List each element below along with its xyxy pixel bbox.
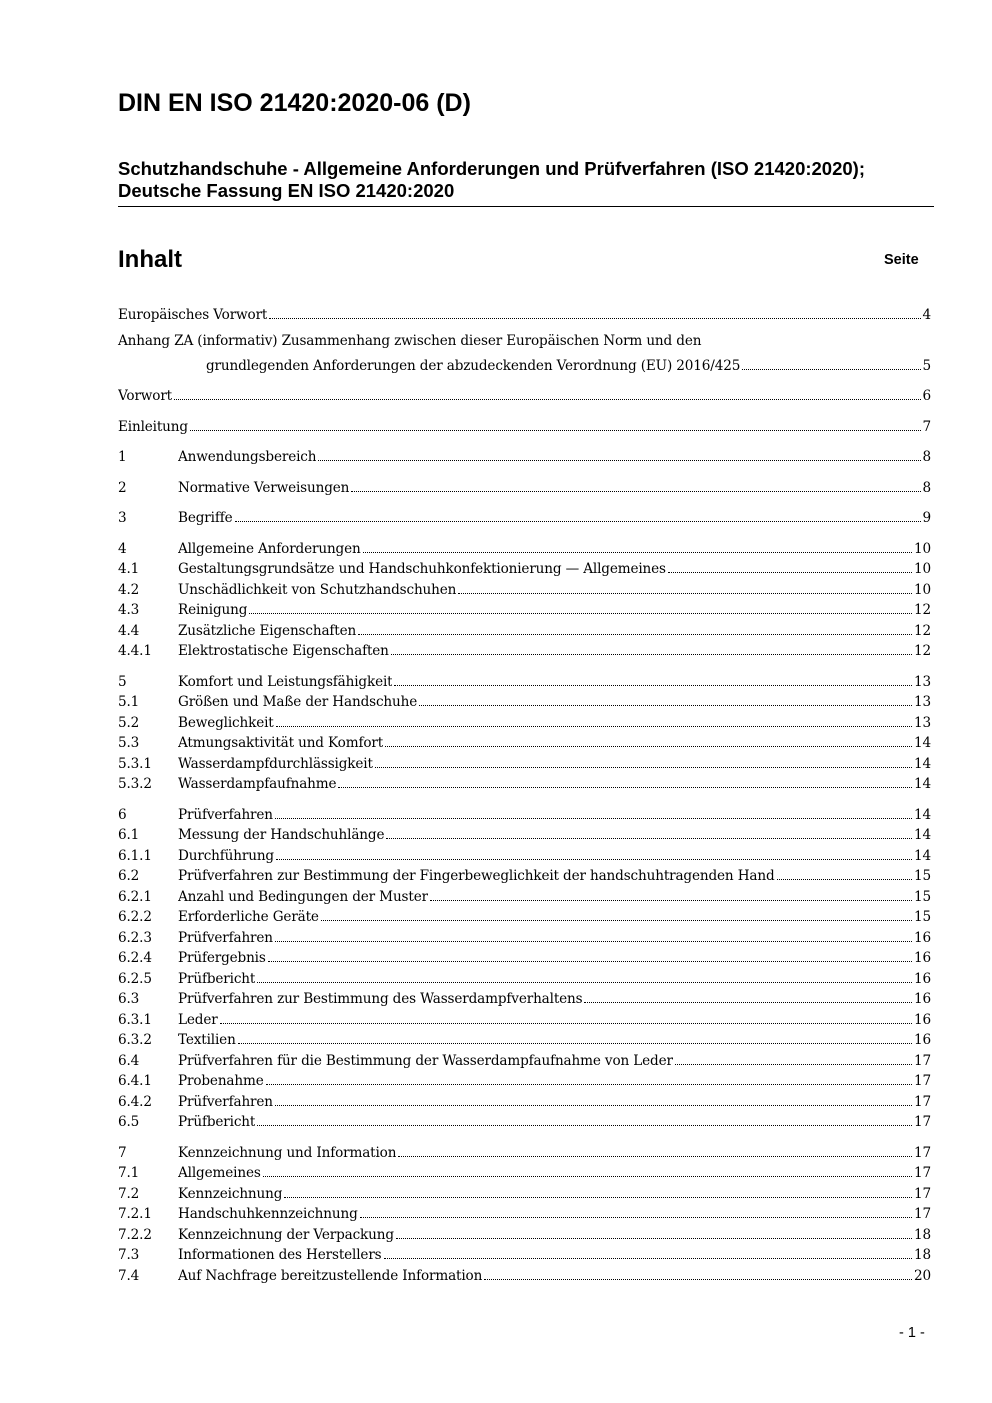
page-indicator: - 1 - <box>899 1325 925 1341</box>
toc-entry-page: 15 <box>914 868 931 884</box>
toc-entry-number: 6.2.2 <box>118 909 152 925</box>
toc-entry-number: 6.5 <box>118 1114 140 1130</box>
toc-entry[interactable] <box>118 690 931 711</box>
toc-entry-number: 7 <box>118 1144 127 1161</box>
toc-entry-title: Gestaltungsgrundsätze und Handschuhkonfektionierung — Allgemeines <box>178 561 666 577</box>
toc-entry-number: 6.2 <box>118 868 140 884</box>
toc-entry-page: 16 <box>914 929 931 946</box>
toc-entry[interactable] <box>118 1028 931 1049</box>
toc-entry[interactable] <box>118 618 931 639</box>
dot-leader <box>257 982 912 983</box>
toc-entry-page: 14 <box>914 847 931 864</box>
toc-entry-page: 7 <box>922 418 931 435</box>
toc-entry[interactable] <box>118 1007 931 1028</box>
dot-leader <box>419 705 912 706</box>
toc-entry-number: 6.2.1 <box>118 888 152 905</box>
toc-entry[interactable] <box>118 445 931 466</box>
document-subtitle <box>118 158 934 207</box>
dot-leader <box>266 1084 912 1085</box>
toc-entry-title: grundlegenden Anforderungen der abzudeckenden Verordnung (EU) 2016/425 <box>206 357 741 374</box>
dot-leader <box>235 521 921 522</box>
toc-entry-title: Größen und Maße der Handschuhe <box>178 694 418 710</box>
toc-entry-page: 4 <box>922 306 931 323</box>
toc-entry-title: Allgemeine Anforderungen <box>178 540 361 557</box>
toc-entry[interactable] <box>118 577 931 598</box>
dot-leader <box>263 1176 912 1177</box>
toc-entry-title: Probenahme <box>178 1073 264 1089</box>
toc-entry-number: 2 <box>118 479 127 496</box>
toc-entry-number: 7.2.1 <box>118 1206 152 1222</box>
toc-entry[interactable] <box>118 1161 931 1182</box>
dot-leader <box>358 634 912 635</box>
toc-entry-page: 13 <box>914 694 931 710</box>
toc-entry-number: 4.3 <box>118 602 140 618</box>
toc-entry-title: Textilien <box>178 1032 236 1048</box>
toc-entry-page: 18 <box>914 1226 931 1243</box>
toc-entry-title: Wasserdampfaufnahme <box>178 776 337 792</box>
toc-entry-title: Messung der Handschuhlänge <box>178 827 385 843</box>
toc-entry[interactable] <box>118 302 931 323</box>
toc-entry-page: 13 <box>914 673 931 690</box>
toc-entry[interactable] <box>118 1048 931 1069</box>
toc-entry-title: Atmungsaktivität und Komfort <box>178 735 384 751</box>
toc-entry[interactable] <box>118 751 931 772</box>
toc-entry-title: Normative Verweisungen <box>178 479 350 496</box>
dot-leader <box>777 879 912 880</box>
toc-entry-page: 10 <box>914 581 931 598</box>
dot-leader <box>430 900 912 901</box>
toc-entry-page: 17 <box>914 1052 931 1069</box>
toc-entry-number: 6.2.3 <box>118 929 152 946</box>
dot-leader <box>268 961 912 962</box>
toc-entry-title-continuation <box>118 353 931 374</box>
toc-entry[interactable] <box>118 823 931 844</box>
dot-leader <box>384 1258 913 1259</box>
toc-entry-number: 7.3 <box>118 1247 140 1263</box>
toc-entry-number: 5.2 <box>118 714 140 731</box>
dot-leader <box>284 1197 912 1198</box>
toc-entry-number: 4.4 <box>118 622 140 639</box>
toc-entry-number: 6.4.1 <box>118 1073 152 1089</box>
toc-entry[interactable] <box>118 864 931 885</box>
toc-entry-title: Prüfergebnis <box>178 950 266 966</box>
toc-entry-number: 7.2.2 <box>118 1226 152 1243</box>
dot-leader <box>386 838 912 839</box>
dot-leader <box>275 818 912 819</box>
toc-entry[interactable] <box>118 905 931 926</box>
dot-leader <box>584 1002 912 1003</box>
toc-entry[interactable] <box>118 802 931 823</box>
toc-entry-title: Kennzeichnung der Verpackung <box>178 1226 394 1243</box>
toc-entry-title: Wasserdampfdurchlässigkeit <box>178 755 373 772</box>
toc-entry[interactable] <box>118 966 931 987</box>
toc-entry-page: 13 <box>914 714 931 731</box>
toc-entry[interactable] <box>118 639 931 660</box>
toc-entry-number: 4 <box>118 540 127 557</box>
toc-entry-title: Reinigung <box>178 602 248 618</box>
dot-leader <box>338 787 912 788</box>
toc-entry-title: Anhang ZA (informativ) Zusammenhang zwischen dieser Europäischen Norm und den <box>118 332 702 349</box>
toc-entry-page: 17 <box>914 1073 931 1089</box>
dot-leader <box>668 572 912 573</box>
toc-entry-annex-za[interactable] <box>118 333 931 374</box>
dot-leader <box>742 369 920 370</box>
toc-entry-page: 17 <box>914 1093 931 1110</box>
toc-entry-title: Unschädlichkeit von Schutzhandschuhen <box>178 581 457 598</box>
dot-leader <box>363 552 912 553</box>
toc-entry[interactable] <box>118 772 931 793</box>
dot-leader <box>269 318 920 319</box>
toc-entry[interactable] <box>118 557 931 578</box>
toc-entry-number: 4.2 <box>118 581 140 598</box>
toc-entry-page: 17 <box>914 1185 931 1202</box>
toc-entry[interactable] <box>118 710 931 731</box>
toc-entry[interactable] <box>118 384 931 405</box>
toc-entry-number: 3 <box>118 510 127 526</box>
toc-entry-page: 17 <box>914 1165 931 1181</box>
toc-entry-number: 6 <box>118 806 127 823</box>
toc-entry-page: 16 <box>914 1011 931 1028</box>
toc-entry-title: Vorwort <box>118 388 172 404</box>
dot-leader <box>484 1279 912 1280</box>
toc-entry-title: Prüfverfahren <box>178 929 273 946</box>
toc-entry-number: 4.1 <box>118 561 140 577</box>
dot-leader <box>675 1064 912 1065</box>
toc-heading: Inhalt <box>118 246 182 273</box>
toc-entry[interactable] <box>118 946 931 967</box>
toc-entry[interactable] <box>118 1069 931 1090</box>
dot-leader <box>360 1217 912 1218</box>
toc-entry-page: 5 <box>922 357 931 374</box>
dot-leader <box>276 859 912 860</box>
toc-entry-title: Elektrostatische Eigenschaften <box>178 643 389 659</box>
dot-leader <box>318 460 920 461</box>
toc-entry-page: 12 <box>914 602 931 618</box>
toc-entry-page: 18 <box>914 1247 931 1263</box>
toc-entry-page: 20 <box>914 1267 931 1284</box>
toc-entry[interactable] <box>118 884 931 905</box>
toc-entry-title: Europäisches Vorwort <box>118 306 268 323</box>
toc-entry[interactable] <box>118 1243 931 1264</box>
toc-entry-title: Kennzeichnung <box>178 1185 283 1202</box>
toc-entry-number: 6.3 <box>118 991 140 1007</box>
toc-entry-page: 12 <box>914 622 931 639</box>
toc-entry[interactable] <box>118 536 931 557</box>
dot-leader <box>375 767 912 768</box>
toc-entry-title: Beweglichkeit <box>178 714 274 731</box>
toc-entry-page: 16 <box>914 970 931 987</box>
dot-leader <box>396 1238 912 1239</box>
toc-entry-title: Anwendungsbereich <box>178 449 317 465</box>
toc-entry-number: 7.2 <box>118 1185 140 1202</box>
dot-leader <box>238 1043 912 1044</box>
toc-entry-title: Handschuhkennzeichnung <box>178 1206 358 1222</box>
toc-entry[interactable] <box>118 987 931 1008</box>
toc-entry-page: 17 <box>914 1206 931 1222</box>
toc-entry-page: 14 <box>914 776 931 792</box>
dot-leader <box>190 430 921 431</box>
toc-entry[interactable] <box>118 925 931 946</box>
toc-entry-title: Prüfverfahren zur Bestimmung der Fingerbeweglichkeit der handschuhtragenden Hand <box>178 868 775 884</box>
toc-entry-page: 16 <box>914 991 931 1007</box>
toc-entry[interactable] <box>118 1202 931 1223</box>
toc-entry-page: 15 <box>914 888 931 905</box>
toc-entry-title: Auf Nachfrage bereitzustellende Information <box>178 1267 483 1284</box>
toc-entry-number: 5.3.1 <box>118 755 152 772</box>
dot-leader <box>385 746 912 747</box>
dot-leader <box>220 1023 912 1024</box>
toc-entry-title: Prüfverfahren <box>178 806 273 823</box>
toc-entry-title: Zusätzliche Eigenschaften <box>178 622 357 639</box>
toc-entry-page: 14 <box>914 755 931 772</box>
dot-leader <box>391 654 912 655</box>
toc-entry-number: 5.3.2 <box>118 776 152 792</box>
toc-entry-title: Anzahl und Bedingungen der Muster <box>178 888 428 905</box>
toc-entry-number: 6.1 <box>118 827 140 843</box>
toc-entry-title: Komfort und Leistungsfähigkeit <box>178 673 393 690</box>
toc-entry-page: 14 <box>914 827 931 843</box>
dot-leader <box>321 920 912 921</box>
toc-entry-number: 5 <box>118 673 127 690</box>
toc-entry[interactable] <box>118 843 931 864</box>
toc-entry-page: 17 <box>914 1144 931 1161</box>
toc-entry[interactable] <box>118 1140 931 1161</box>
toc-entry-title: Einleitung <box>118 418 188 435</box>
dot-leader <box>458 593 912 594</box>
toc-entry-title: Informationen des Herstellers <box>178 1247 382 1263</box>
toc-entry-number: 6.2.5 <box>118 970 152 987</box>
toc-entry-page: 9 <box>922 510 931 526</box>
toc-entry-title: Durchführung <box>178 847 274 864</box>
toc-entry[interactable] <box>118 669 931 690</box>
toc-entry-page: 14 <box>914 735 931 751</box>
toc-entry-number: 4.4.1 <box>118 643 152 659</box>
toc-entry-page: 15 <box>914 909 931 925</box>
toc-entry[interactable] <box>118 1222 931 1243</box>
toc-entry[interactable] <box>118 1089 931 1110</box>
dot-leader <box>394 685 912 686</box>
table-of-contents <box>118 302 931 1284</box>
toc-entry-number: 5.3 <box>118 735 140 751</box>
toc-entry[interactable] <box>118 414 931 435</box>
toc-entry-page: 12 <box>914 643 931 659</box>
toc-entry-page: 16 <box>914 1032 931 1048</box>
toc-entry-number: 6.1.1 <box>118 847 152 864</box>
dot-leader <box>257 1125 912 1126</box>
subtitle-line: Deutsche Fassung EN ISO 21420:2020 <box>118 180 455 201</box>
dot-leader <box>398 1156 912 1157</box>
toc-entry-title: Allgemeines <box>178 1165 261 1181</box>
dot-leader <box>174 399 921 400</box>
toc-entry-page: 17 <box>914 1114 931 1130</box>
dot-leader <box>275 941 912 942</box>
toc-entry-title: Prüfbericht <box>178 1114 256 1130</box>
toc-entry-title: Begriffe <box>178 510 233 526</box>
toc-entry-title: Leder <box>178 1011 218 1028</box>
page-column-label: Seite <box>884 252 919 268</box>
toc-entry-page: 6 <box>922 388 931 404</box>
toc-entry-page: 8 <box>922 479 931 496</box>
toc-entry[interactable] <box>118 731 931 752</box>
toc-entry-page: 16 <box>914 950 931 966</box>
dot-leader <box>275 1105 912 1106</box>
toc-entry-title: Kennzeichnung und Information <box>178 1144 397 1161</box>
toc-entry-page: 14 <box>914 806 931 823</box>
toc-entry-number: 6.3.1 <box>118 1011 152 1028</box>
toc-entry-number: 1 <box>118 449 127 465</box>
toc-entry-title: Prüfverfahren zur Bestimmung des Wasserdampfverhaltens <box>178 991 583 1007</box>
document-number: DIN EN ISO 21420:2020-06 (D) <box>118 89 471 117</box>
toc-entry-number: 7.1 <box>118 1165 140 1181</box>
toc-entry[interactable] <box>118 598 931 619</box>
toc-entry[interactable] <box>118 1181 931 1202</box>
dot-leader <box>351 491 920 492</box>
toc-entry-page: 8 <box>922 449 931 465</box>
toc-entry[interactable] <box>118 1263 931 1284</box>
toc-entry-title: Prüfverfahren <box>178 1093 273 1110</box>
dot-leader <box>276 726 912 727</box>
toc-entry-title: Prüfverfahren für die Bestimmung der Wasserdampfaufnahme von Leder <box>178 1052 673 1069</box>
toc-entry[interactable] <box>118 475 931 496</box>
toc-entry[interactable] <box>118 1110 931 1131</box>
subtitle-line: Schutzhandschuhe - Allgemeine Anforderungen und Prüfverfahren (ISO 21420:2020); <box>118 158 865 179</box>
toc-entry-title: Erforderliche Geräte <box>178 909 319 925</box>
toc-entry-number: 6.4 <box>118 1052 140 1069</box>
toc-entry-number: 6.3.2 <box>118 1032 152 1048</box>
toc-entry-page: 10 <box>914 561 931 577</box>
toc-entry[interactable] <box>118 506 931 527</box>
toc-entry-number: 5.1 <box>118 694 140 710</box>
toc-entry-number: 7.4 <box>118 1267 140 1284</box>
toc-entry-number: 6.4.2 <box>118 1093 152 1110</box>
dot-leader <box>249 613 912 614</box>
toc-entry-page: 10 <box>914 540 931 557</box>
toc-entry-number: 6.2.4 <box>118 950 152 966</box>
toc-entry-title: Prüfbericht <box>178 970 256 987</box>
